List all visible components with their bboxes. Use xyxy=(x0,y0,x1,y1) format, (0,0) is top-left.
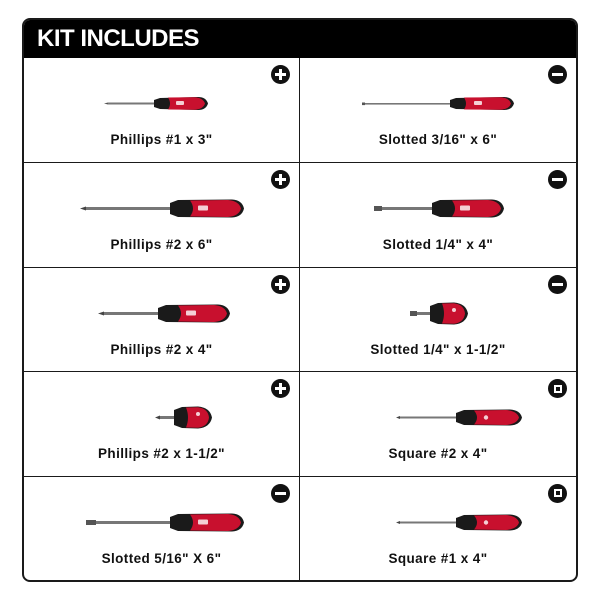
tool-cell-square-2x4 xyxy=(300,371,576,475)
tool-label: Phillips #2 x 1-1/2" xyxy=(98,446,225,462)
screwdriver-image xyxy=(300,191,576,227)
tool-label: Slotted 3/16" x 6" xyxy=(378,132,498,147)
tool-cell-slotted-1-4x1-1-2 xyxy=(300,267,576,371)
plus-icon xyxy=(271,170,290,189)
tool-cell-slotted-5-16x6 xyxy=(24,476,300,580)
kit-includes-panel xyxy=(22,18,578,582)
minus-icon xyxy=(548,65,567,84)
screwdriver-image xyxy=(300,400,576,436)
plus-icon xyxy=(271,379,290,398)
square-icon xyxy=(548,484,567,503)
tool-cell-slotted-1-4x4 xyxy=(300,162,576,266)
plus-icon xyxy=(271,65,290,84)
tool-cell-phillips-2x4 xyxy=(24,267,300,371)
tool-label: Square #1 x 4" xyxy=(388,550,488,566)
header-bar xyxy=(24,20,576,58)
tool-cell-phillips-2x1-1-2 xyxy=(24,371,300,475)
minus-icon xyxy=(548,170,567,189)
tool-label: Phillips #2 x 6" xyxy=(110,237,213,253)
screwdriver-image xyxy=(24,400,300,436)
screwdriver-image xyxy=(24,505,300,541)
tool-grid xyxy=(24,58,576,580)
tool-label: Phillips #1 x 3" xyxy=(110,132,213,147)
tool-cell-phillips-2x6 xyxy=(24,162,300,266)
screwdriver-image xyxy=(300,86,576,122)
plus-icon xyxy=(271,275,290,294)
screwdriver-image xyxy=(300,505,576,541)
header-title: KIT INCLUDES xyxy=(37,25,199,52)
screwdriver-image xyxy=(24,296,300,332)
tool-label: Slotted 1/4" x 1-1/2" xyxy=(370,341,506,357)
minus-icon xyxy=(548,275,567,294)
screwdriver-image xyxy=(300,296,576,332)
tool-label: Phillips #2 x 4" xyxy=(110,341,213,357)
tool-cell-square-1x4 xyxy=(300,476,576,580)
tool-cell-slotted-3-16x6 xyxy=(300,58,576,162)
tool-label: Slotted 5/16" X 6" xyxy=(101,550,222,566)
tool-cell-phillips-1x3 xyxy=(24,58,300,162)
minus-icon xyxy=(271,484,290,503)
screwdriver-image xyxy=(24,86,300,122)
screwdriver-image xyxy=(24,191,300,227)
tool-label: Slotted 1/4" x 4" xyxy=(382,237,494,253)
tool-label: Square #2 x 4" xyxy=(388,446,488,462)
square-icon xyxy=(548,379,567,398)
